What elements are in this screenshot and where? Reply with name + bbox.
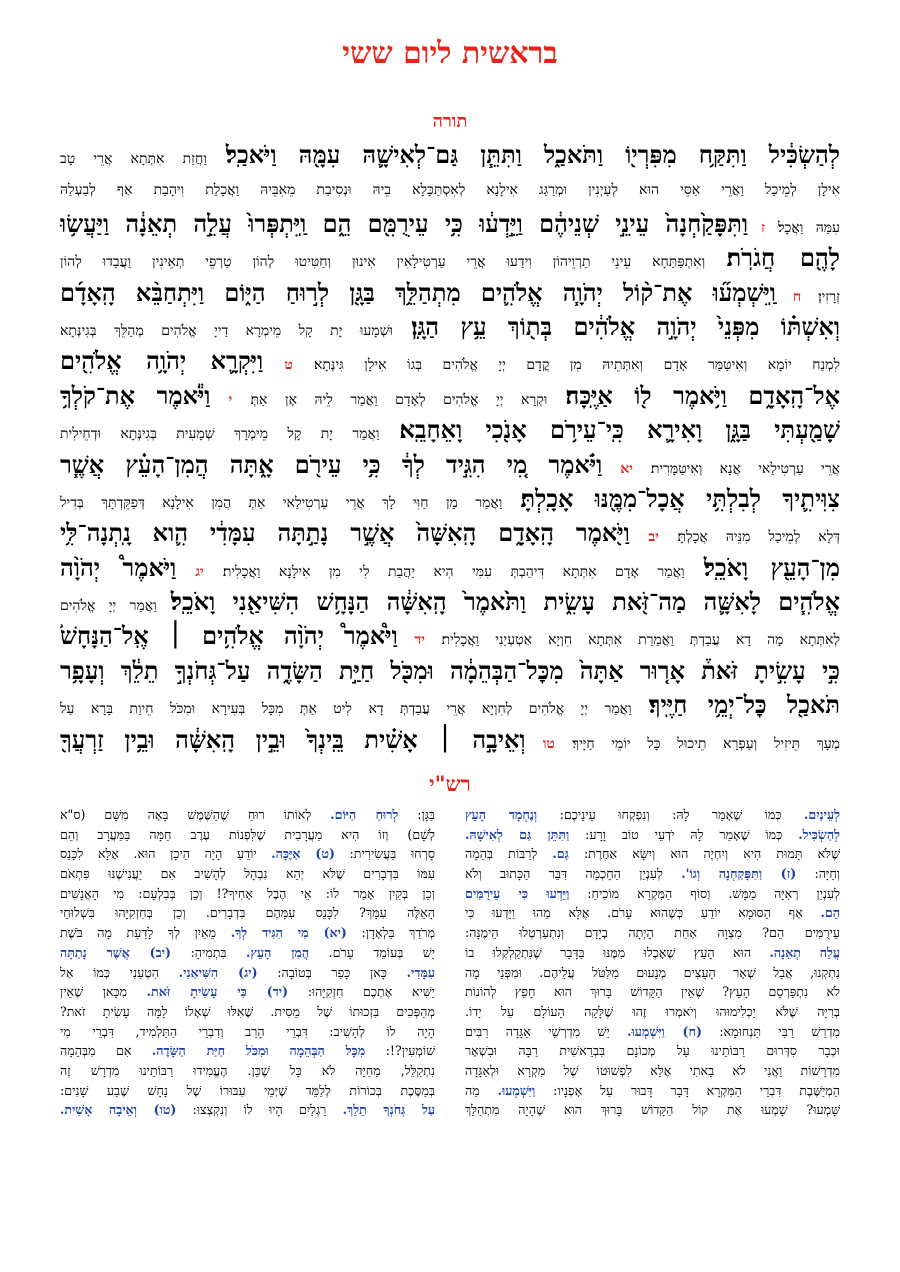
aramaic-targum-text: וַאֲמַר יְיָ אֱלֹהִים לְחִוְיָא אֲרֵי עֲבַדְתְּ דָא לִיט אַתְּ מִכָּל בְּעִירָא וּמִכֹּל חֵיוַת בָּרָא עַל [60, 701, 632, 718]
rashi-commentary-text: בַּגָּן: [417, 807, 435, 823]
rashi-commentary-text: סָרְחוּ בַּעֲשִׂירִית: [349, 846, 435, 862]
rashi-dibbur-hamatchil: (ח) וַיִּשְׁמְעוּ. [627, 1023, 702, 1039]
torah-line [60, 619, 840, 653]
rashi-commentary-text: לְעִנְיַן הַחָכְמָה דִּבֵּר הַכָּתוּב וְלֹא [465, 866, 663, 882]
rashi-commentary-text: לְשָׁם) וְזוֹ הִיא מַעֲרָבִית שֶׁלִּפְנוֹת עֶרֶב חַמָּה בַּמַּעֲרָב וְהֵם [60, 826, 435, 842]
torah-line [60, 344, 840, 378]
hebrew-verse-text: וַיֹּ֩אמֶר֩ יְהֹוָ֨ה אֱלֹהִ֥ים ׀ אֶֽל־הַנָּחָשׁ֮ [60, 621, 398, 651]
rashi-line [60, 903, 435, 923]
rashi-commentary-text: יוֹדֵעַ הָיָה הֵיכָן הוּא. אֶלָּא לִכָּנֵס [60, 846, 257, 862]
rashi-dibbur-hamatchil: מִכָּל הַבְּהֵמָה וּמִכֹּל חַיַּת הַשָּׂדֶה. [151, 1043, 366, 1059]
rashi-section-title: רש"י [429, 771, 471, 797]
rashi-commentary-text: יַשִּׁיא אֶתְכֶם חִזְקִיָּהוּ: [307, 984, 435, 1000]
hebrew-verse-text: וַיֹּאמֶר֩ יְהֹוָ֨ה [60, 552, 177, 582]
verse-number: יג [195, 563, 204, 580]
rashi-dibbur-hamatchil: עֲלֵה תְאֵנָה. [769, 944, 840, 960]
verse-number: יד [414, 632, 425, 649]
rashi-commentary-text: נִתְקְנוּ, אֲבָל שְׁאָר הָעֵצִים מְנָעוּם מִלִּטֹּל עֲלֵיהֶם. וּמִפְּנֵי מָה [465, 964, 840, 980]
rashi-dibbur-hamatchil: וַתִּתֵּן גַּם לְאִישָׁהּ. [465, 826, 570, 842]
rashi-dibbur-hamatchil: (יד) כִּי עָשִׂיתָ זֹּאת. [146, 984, 289, 1000]
rashi-line [465, 943, 840, 963]
rashi-dibbur-hamatchil: לְעֵינַיִם. [804, 807, 840, 823]
rashi-line [465, 825, 840, 845]
rashi-column-right [465, 805, 840, 1120]
rashi-line [60, 1061, 435, 1081]
verse-number: י [228, 391, 233, 408]
torah-line [60, 138, 840, 172]
rashi-dibbur-hamatchil: (יא) מִי הִגִּיד לְךָ. [230, 925, 347, 941]
aramaic-targum-text: וַחֲזַת אִתְּתָא אֲרֵי טָב [60, 151, 207, 167]
hebrew-verse-text: וַיֹּ֖אמֶר הָֽאָדָ֑ם הָֽאִשָּׁה֙ אֲשֶׁ֣ר נָתַ֣תָּה עִמָּדִ֔י הִ֛וא נָֽתְנָה־לִּ֥י [60, 518, 630, 548]
rashi-commentary-text: אַף הַסּוּמָא יוֹדֵעַ כְּשֶׁהוּא עָרֹם. אֶלָּא מַהוּ וַיֵּדְעוּ כִּי [465, 905, 803, 921]
torah-line [60, 551, 840, 585]
rashi-commentary-text: הַמְיַשֶּׁבֶת דִּבְרֵי הַמִּקְרָא דָּבָר דָּבוּר עַל אָפְנָיו: [553, 1082, 840, 1098]
rashi-line [60, 884, 435, 904]
page-title: בראשית ליום ששי [342, 36, 558, 71]
rashi-commentary-text: בְּרִיָּה שֶׁלֹּא יַכְלִימוּהוּ וְיֹאמְרוּ זֶהוּ שֶׁלָּקָה הָעוֹלָם עַל יָדוֹ. [465, 1003, 840, 1019]
hebrew-verse-text: אֱלֹהִ֧ים לָאִשָּׁ֛ה מַה־זֹּ֖את עָשִׂ֑ית וַתֹּ֙אמֶר֙ הָֽאִשָּׁ֔ה הַנָּחָ֥שׁ הִשִּׁיאַ֖נִי וָאֹכֵֽל׃ [170, 587, 840, 617]
rashi-line [60, 805, 435, 825]
rashi-commentary-text: מִדְרָשׁוֹת וַאֲנִי לֹא בָאתִי אֶלָּא לִפְשׁוּטוֹ שֶׁל מִקְרָא וּלְאַגָּדָה [465, 1062, 840, 1078]
rashi-commentary-text: יֵשׁ בְּעוֹמֵד עָרֹם. [328, 944, 435, 960]
rashi-commentary-text: מְהַפְּכִים בִּזְכוּתוֹ שֶׁל מֵסִית. שֶׁאִלּוּ שְׁאָלוֹ לָמָּה עָשִׂיתָ זֹאת? [60, 1003, 435, 1019]
rashi-line [465, 903, 840, 923]
hebrew-verse-text: שָׁמַ֖עְתִּי בַּגָּ֑ן וָאִירָ֛א כִּֽי־עֵירֹ֥ם אָנֹ֖כִי וָאֵחָבֵֽא׃ [399, 415, 840, 445]
torah-line [60, 482, 840, 516]
rashi-line [465, 1081, 840, 1101]
rashi-line [465, 923, 840, 943]
verse-number: ז [761, 219, 765, 236]
hebrew-verse-text: וְאֵיבָ֣ה ׀ אָשִׁ֗ית בֵּֽינְךָ֙ וּבֵ֣ין הָֽאִשָּׁ֔ה וּבֵ֥ין זַרְעֲךָ֖ [60, 724, 526, 754]
aramaic-targum-text: וּקְרָא יְיָ אֱלֹהִים לְאָדָם וַאֲמַר לֵיהּ אָן אַתְּ׃ [250, 391, 548, 408]
aramaic-targum-text: וַאֲמַר אָדָם אִתְּתָא דִּיהַבְתְּ עִמִּי הִיא יַהֲבַת לִי מִן אִילָנָא וַאֲכָלִית׃ [222, 563, 685, 580]
torah-line [60, 241, 840, 275]
rashi-commentary-text: הוּא הָעֵץ שֶׁאָכְלוּ מִמֶּנּוּ בַּדָּבָר שֶׁנִּתְקַלְקְלוּ בוֹ [465, 944, 752, 960]
rashi-dibbur-hamatchil: (יב) אֲשֶׁר נָתַתָּה [60, 944, 171, 960]
hebrew-verse-text: לָהֶ֖ם חֲגֹרֹֽת׃ [726, 243, 840, 273]
rashi-line [465, 963, 840, 983]
rashi-commentary-text: לֹא נִתְפַּרְסֵם הָעֵץ? שֶׁאֵין הַקָּדוֹשׁ בָּרוּךְ הוּא חָפֵץ לְהוֹנוֹת [465, 984, 840, 1000]
rashi-commentary-text: הָיָה לוֹ לְהָשִׁיב: דִּבְרֵי הָרַב וְדִבְרֵי הַתַּלְמִיד, דִּבְרֵי מִי [60, 1023, 435, 1039]
hebrew-verse-text: צִוִּיתִ֛יךָ לְבִלְתִּ֥י אֲכָל־מִמֶּ֖נּוּ אָכָֽלְתָּ׃ [520, 483, 840, 513]
aramaic-targum-text: לְאִתְּתָא מָה דָא עֲבַדְתְּ וַאֲמַרַת אִתְּתָא חִוְיָא אַטְעְיַנִי וַאֲכָלִית׃ [441, 632, 840, 649]
rashi-commentary-text: וְחַיָּה: [814, 866, 840, 882]
rashi-commentary-text: לְרַבּוֹת בְּהֵמָה [465, 846, 538, 862]
torah-section-title: תורה [432, 111, 468, 132]
rashi-line [60, 864, 435, 884]
rashi-line [465, 1002, 840, 1022]
rashi-line [465, 1022, 840, 1042]
rashi-line [465, 1041, 840, 1061]
rashi-commentary-text: כָּאן כָּפַר בְּטוֹבָה: [277, 964, 387, 980]
torah-line [60, 379, 840, 413]
rashi-commentary-text: אִם מִבְּהֵמָה [60, 1043, 132, 1059]
rashi-dibbur-hamatchil: לְהַשְׂכִּיל. [798, 826, 840, 842]
rashi-line [60, 982, 435, 1002]
aramaic-targum-text: מְעָךְ תֵּיזִיל וְעַפְרָא תֵיכוּל כָּל יוֹמֵי חַיָּיךְ׃ [572, 735, 840, 752]
torah-line [60, 654, 840, 688]
rashi-commentary-text: בִּתְמִיהָ: [190, 944, 227, 960]
rashi-commentary-text: מִדְרַשׁ רַבִּי תַּנְחוּמָא: [719, 1023, 840, 1039]
verse-number: ח [792, 288, 802, 305]
rashi-line [60, 1002, 435, 1022]
rashi-commentary-text: עִמּוֹ בִּדְבָרִים שֶׁלֹּא יְהֵא נִבְהָל לְהָשִׁיב אִם יַעֲנִישֶׁנּוּ פִּתְאֹם [60, 866, 435, 882]
rashi-dibbur-hamatchil: גַּם. [552, 846, 569, 862]
rashi-commentary-text: לְאוֹתוֹ רוּחַ שֶׁהַשֶּׁמֶשׁ בָּאָה מִשָּׁם (ס"א [60, 807, 312, 823]
hebrew-verse-text: וַיֹּ֕אמֶר אֶת־קֹלְךָ֥ [60, 380, 211, 410]
aramaic-targum-text: עִמַּהּ וַאֲכָל׃ [777, 219, 840, 236]
rashi-commentary-text: נִתְקַלֵּל, מֵחַיָּה לֹא כָּל שֶׁכֵּן. הֶעֱמִידוּ רַבּוֹתֵינוּ מִדְרָשׁ זֶה [60, 1062, 435, 1078]
verse-number: יא [620, 460, 633, 477]
rashi-dibbur-hamatchil: (ט) אַיֶּכָּה. [271, 846, 335, 862]
aramaic-targum-text: זְרָזִין׃ [818, 288, 840, 305]
aramaic-targum-text: וּשְׁמָעוּ יָת קָל מֵימְרָא דַייָ אֱלֹהִים מְהַלֵּךְ בְּגִינְּתָא [60, 322, 394, 339]
rashi-dibbur-hamatchil: וַיִּשְׁמְעוּ. [497, 1082, 536, 1098]
aramaic-targum-text: אֲרֵי עַרְטִילַאי אֲנָא וְאִיטַּמָּרִית׃ [650, 460, 840, 477]
rashi-commentary-text: מִכָּאן שֶׁאֵין [60, 984, 127, 1000]
torah-line [60, 723, 840, 757]
torah-line [60, 207, 840, 241]
rashi-dibbur-hamatchil: הֲמִן הָעֵץ. [246, 944, 310, 960]
aramaic-targum-text: לִמְנַח יוֹמָא וְאִיטַּמַּר אָדָם וְאִתְּתֵיהּ מִן קֳדָם יְיָ אֱלֹהִים בְּגוֹ אִילָן גִּינְּתָא׃ [313, 357, 840, 374]
hebrew-verse-text: וְאִשְׁתּ֗וֹ מִפְּנֵי֙ יְהֹוָ֣ה אֱלֹהִ֔ים בְּת֖וֹךְ עֵ֥ץ הַגָּֽן׃ [411, 311, 840, 341]
hebrew-verse-text: וַתִּפָּקַ֙חְנָה֙ עֵינֵ֣י שְׁנֵיהֶ֔ם וַיֵּ֣דְע֔וּ כִּ֥י עֵירֻמִּ֖ם הֵ֑ם וַֽיִּתְפְּרוּ֙ עֲלֵ֣ה תְאֵנָ֔ה וַיַּעֲשׂ֥וּ [60, 208, 749, 238]
rashi-commentary-text: הִטְעַנִי כְּמוֹ אַל [60, 964, 160, 980]
rashi-commentary-text: כְּמוֹ שֶׁאָמַר לָהּ יֹדְעֵי טוֹב וָרָע: [585, 826, 783, 842]
rashi-dibbur-hamatchil: לְרוּחַ הַיּוֹם. [330, 807, 399, 823]
aramaic-targum-text: וַאֲמַר יָת קָל מֵימְרָךְ שְׁמָעִית בְּגִינְּתָא וּדְחֵילִית [60, 426, 380, 443]
rashi-commentary-text: לְעִנְיַן רְאִיָּה מַמָּשׁ. וְסוֹף הַמִּקְרָא מוֹכִיחַ: [587, 885, 840, 901]
rashi-line [60, 963, 435, 983]
aramaic-targum-text: וְאִתְפַּתַּחָא עֵינֵי תַרְוֵיהוֹן וִידַעוּ אֲרֵי עַרְטִילָאִין אִינוּן וְחַטִּיטוּ לְהוֹן טַרְפֵי תְאֵינִין וַעֲבַדוּ לְהוֹן [60, 254, 706, 271]
aramaic-targum-text: דְּלָא לְמֵיכַל מִנֵּיהּ אֲכָלְתָּ׃ [677, 529, 840, 546]
torah-line [60, 448, 840, 482]
rashi-dibbur-hamatchil: (ז) וַתִּפָּקַחְנָה וְגוֹ'. [681, 866, 797, 882]
rashi-columns [60, 805, 840, 1120]
rashi-commentary-text: יֵשׁ מִדְרְשֵׁי אַגָּדָה רַבִּים [465, 1023, 610, 1039]
torah-text [60, 138, 840, 757]
rashi-commentary-text: רַגְלַיִם הָיוּ לוֹ וְנִקְצְצוּ: [192, 1102, 327, 1118]
rashi-line [465, 884, 840, 904]
verse-number: יב [648, 529, 659, 546]
rashi-commentary-text: מֵאַיִן לְךָ לָדַעַת מָה בֹּשֶׁת [60, 925, 217, 941]
torah-line [60, 688, 840, 722]
rashi-line [465, 844, 840, 864]
aramaic-targum-text: אִילָן לְמֵיכַל וַאֲרֵי אַסֵּי הוּא לְעַיְנִין וּמְרַגַּג אִילָנָא לְאִסְתַּכָּלָא בֵיהּ וּנְסִיבַת מֵאִבֵּיהּ וַאֲכָלַת וִיהָבַת אַף לְבַעְלַהּ [60, 182, 840, 199]
aramaic-targum-text: וַאֲמַר מַן חַוִּי לָךְ אֲרֵי עַרְטִילַאי אַתְּ הֲמִן אִילָנָא דְּפַקֵּדְתָּךְ בְּדִיל [60, 494, 503, 511]
hebrew-verse-text: כִּ֣י עָשִׂ֣יתָ זֹּאת֒ אָר֤וּר אַתָּה֙ מִכׇּל־הַבְּהֵמָ֔ה וּמִכֹּ֖ל חַיַּ֣ת הַשָּׂדֶ֑ה עַל־גְּחֹנְךָ֣ תֵלֵ֔ךְ וְעָפָ֥ר [60, 655, 840, 685]
rashi-line [60, 923, 435, 943]
torah-line [60, 276, 840, 310]
rashi-line [60, 1081, 435, 1101]
hebrew-verse-text: מִן־הָעֵ֖ץ וָאֹכֵֽל׃ [703, 552, 840, 582]
rashi-dibbur-hamatchil: (יג) הִשִּׁיאַנִי. [178, 964, 258, 980]
rashi-dibbur-hamatchil: הֵם. [820, 905, 840, 921]
hebrew-verse-text: וַֽיִּשְׁמְע֞וּ אֶת־ק֨וֹל יְהֹוָ֧ה אֱלֹהִ֛ים מִתְהַלֵּ֥ךְ בַּגָּ֖ן לְר֣וּחַ הַיּ֑וֹם וַיִּתְחַבֵּ֨א הָֽאָדָ֜ם [60, 277, 776, 307]
rashi-line [465, 864, 840, 884]
rashi-dibbur-hamatchil: וַיֵּדְעוּ כִּי עֵירֻמִּים [465, 885, 570, 901]
hebrew-verse-text: לְהַשְׂכִּ֔יל וַתִּקַּ֥ח מִפִּרְי֖וֹ וַתֹּאכַ֑ל וַתִּתֵּ֧ן גַּם־לְאִישָׁ֛הּ עִמָּ֖הּ וַיֹּאכַֽל׃ [225, 140, 840, 169]
rashi-line [60, 1100, 435, 1120]
aramaic-targum-text: וַאֲמַר יְיָ אֱלֹהִים [60, 598, 157, 615]
rashi-dibbur-hamatchil: וְנֶחְמָד הָעֵץ [465, 807, 538, 823]
torah-line [60, 413, 840, 447]
rashi-dibbur-hamatchil: עַל גְּחֹנְךָ תֵלֵךְ. [342, 1102, 435, 1118]
torah-line [60, 310, 840, 344]
rashi-column-left [60, 805, 435, 1120]
verse-number: טו [542, 735, 555, 752]
hebrew-verse-text: וַיֹּ֗אמֶר מִ֚י הִגִּ֣יד לְךָ֔ כִּ֥י עֵירֹ֖ם אָ֑תָּה הֲמִן־הָעֵ֗ץ אֲשֶׁ֧ר [60, 449, 603, 479]
rashi-line [60, 1022, 435, 1042]
hebrew-verse-text: תֹּאכַ֖ל כׇּל־יְמֵ֥י חַיֶּֽיךָ׃ [648, 690, 840, 720]
rashi-commentary-text: מְרֹדַךְ בַּלְאָדָן: [361, 925, 435, 941]
rashi-commentary-text: שׁוֹמְעִין?!: [385, 1043, 435, 1059]
torah-line [60, 172, 840, 206]
rashi-line [465, 982, 840, 1002]
rashi-commentary-text: שֶׁלֹּא תָּמוּת הִיא וְיִחְיֶה הוּא וְיִשָּׂא אַחֶרֶת: [583, 846, 840, 862]
rashi-dibbur-hamatchil: עִמָּדִי. [406, 964, 435, 980]
rashi-line [465, 1061, 840, 1081]
rashi-line [465, 805, 840, 825]
rashi-commentary-text: בְּמַסֶּכֶת בְּכוֹרוֹת לְלַמֵּד שֶׁיְּמֵי עִבּוּרוֹ שֶׁל נָחָשׁ שֶׁבַע שָׁנִים: [60, 1082, 435, 1098]
rashi-commentary-text: כְּמוֹ שֶׁאָמַר לָהּ: וְנִפְקְחוּ עֵינֵיכֶם: [559, 807, 782, 823]
torah-line [60, 585, 840, 619]
rashi-commentary-text: עֵירֻמִּים הֵם? מִצְוָה אַחַת הָיְתָה בְיָדָם וְנִתְעַרְטְלוּ הֵימֶנָּה: [465, 925, 840, 941]
rashi-commentary-text: וְכֵן בְּקַיִן אָמַר לוֹ: אֵי הֶבֶל אָחִיךָ?! וְכֵן בְּבִלְעָם: מִי הָאֲנָשִׁים [60, 885, 435, 901]
rashi-commentary-text: שָּׁמְעוּ? שָׁמְעוּ אֶת קוֹל הַקָּדוֹשׁ בָּרוּךְ הוּא שֶׁהָיָה מִתְהַלֵּךְ [465, 1102, 840, 1118]
torah-line [60, 516, 840, 550]
rashi-line [60, 825, 435, 845]
hebrew-verse-text: וַיִּקְרָ֛א יְהֹוָ֥ה אֱלֹהִ֖ים [60, 346, 264, 376]
rashi-line [60, 1041, 435, 1061]
rashi-line [60, 943, 435, 963]
rashi-commentary-text: מַה [465, 1082, 480, 1098]
rashi-dibbur-hamatchil: (טו) וְאֵיבָה אָשִׁית. [60, 1102, 177, 1118]
rashi-commentary-text: וּכְבָר סִדְּרוּם רַבּוֹתֵינוּ עַל מְכוֹנָם בִּבְרֵאשִׁית רַבָּה וּבִשְׁאָר [465, 1043, 840, 1059]
rashi-commentary-text: הָאֵלֶּה עִמָּךְ? לִכָּנֵס עִמָּהֶם בִּדְבָרִים. וְכֵן בְּחִזְקִיָּהוּ בִּשְׁלוּחֵי [60, 905, 435, 921]
rashi-line [60, 844, 435, 864]
verse-number: ט [284, 357, 293, 374]
rashi-line [465, 1100, 840, 1120]
hebrew-verse-text: אֶל־הָֽאָדָ֑ם וַיֹּ֥אמֶר ל֖וֹ אַיֶּֽכָּה׃ [565, 380, 840, 410]
